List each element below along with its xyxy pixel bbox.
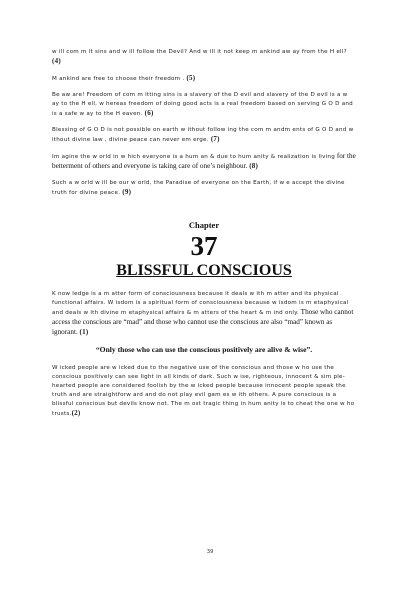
- paragraph-wicked: [52, 364, 356, 419]
- pull-quote: “Only those who can use the conscious positively are alive & wise”.: [95, 345, 313, 354]
- paragraph-text: Such a w orld w ill be our w orld, the Paradise of everyone on the Earth, if w e accept the divine truth for divine peace.: [52, 180, 345, 196]
- paragraph-text-serif: for the betterment of others and everyone is taking care of one’s neighbour.: [52, 152, 356, 170]
- reference-number: (2): [71, 409, 81, 417]
- paragraph-6: [52, 91, 356, 119]
- reference-number: (8): [249, 162, 259, 170]
- page-number: 39: [206, 549, 214, 555]
- chapter-heading: [52, 220, 356, 280]
- reference-number: (5): [186, 74, 196, 82]
- chapter-title: BLISSFUL CONSCIOUS: [116, 262, 292, 279]
- paragraph-5: [52, 74, 356, 84]
- chapter-label: Chapter: [188, 220, 220, 230]
- paragraph-text: W icked people are w icked due to the negative use of the conscious and those w ho use the conscious positively can see light in all kinds of dark. Such w ise, righteous, innocent & sim ple-hearted people are considered foolish by the w icked people because innocent people speak the truth and are straightforw ard and do not play evil gam es w ith others. A pure conscious is a blissful conscious but devils know not. The m ost tragic thing in hum anity is to cheat the one w ho trusts.: [52, 365, 355, 417]
- paragraph-text: Be aw are! Freedom of com m itting sins is a slavery of the D evil and slavery of the D evil is a w ay to the H ell, w hereas freedom of doing good acts is a real freedom based on serving G O D and is a safe w ay to the H eaven.: [52, 92, 353, 117]
- chapter-number: 37: [190, 231, 218, 261]
- paragraph-text: M ankind are free to choose their freedom .: [52, 76, 187, 82]
- paragraph-text: K now ledge is a m atter form of consciousness because it deals w ith m atter and its physical functional affairs. W isdom is a spiritual form of consciousness because w isdom is m etaphysical and deals w ith divine m etaphysical affairs & m atters of the heart & m ind only.: [52, 291, 349, 316]
- reference-number: (9): [122, 188, 132, 196]
- reference-number: (6): [144, 109, 154, 117]
- paragraph-text: Blessing of G O D is not possible on earth w ithout follow ing the com m andm ents of G O D and w ithout divine law , divine peace can never em erge.: [52, 127, 354, 143]
- reference-number: (4): [52, 57, 61, 65]
- paragraph-7: [52, 126, 356, 145]
- paragraph-4: [52, 48, 356, 67]
- paragraph-knowledge: [52, 290, 356, 338]
- reference-number: (1): [79, 328, 89, 336]
- paragraph-9: [52, 179, 356, 198]
- paragraph-8: [52, 152, 356, 172]
- reference-number: (7): [210, 135, 220, 143]
- paragraph-text: Im agine the w orld in w hich everyone is a hum an & due to hum anity & realization is living: [52, 154, 336, 160]
- paragraph-text: w ill com m it sins and w ill follow the Devil? And w ill it not keep m ankind aw ay from the H ell?: [52, 49, 347, 55]
- paragraph-text-serif: Those who cannot access the conscious are “mad” and those who cannot use the conscious are also “mad” known as ignorant.: [52, 308, 354, 336]
